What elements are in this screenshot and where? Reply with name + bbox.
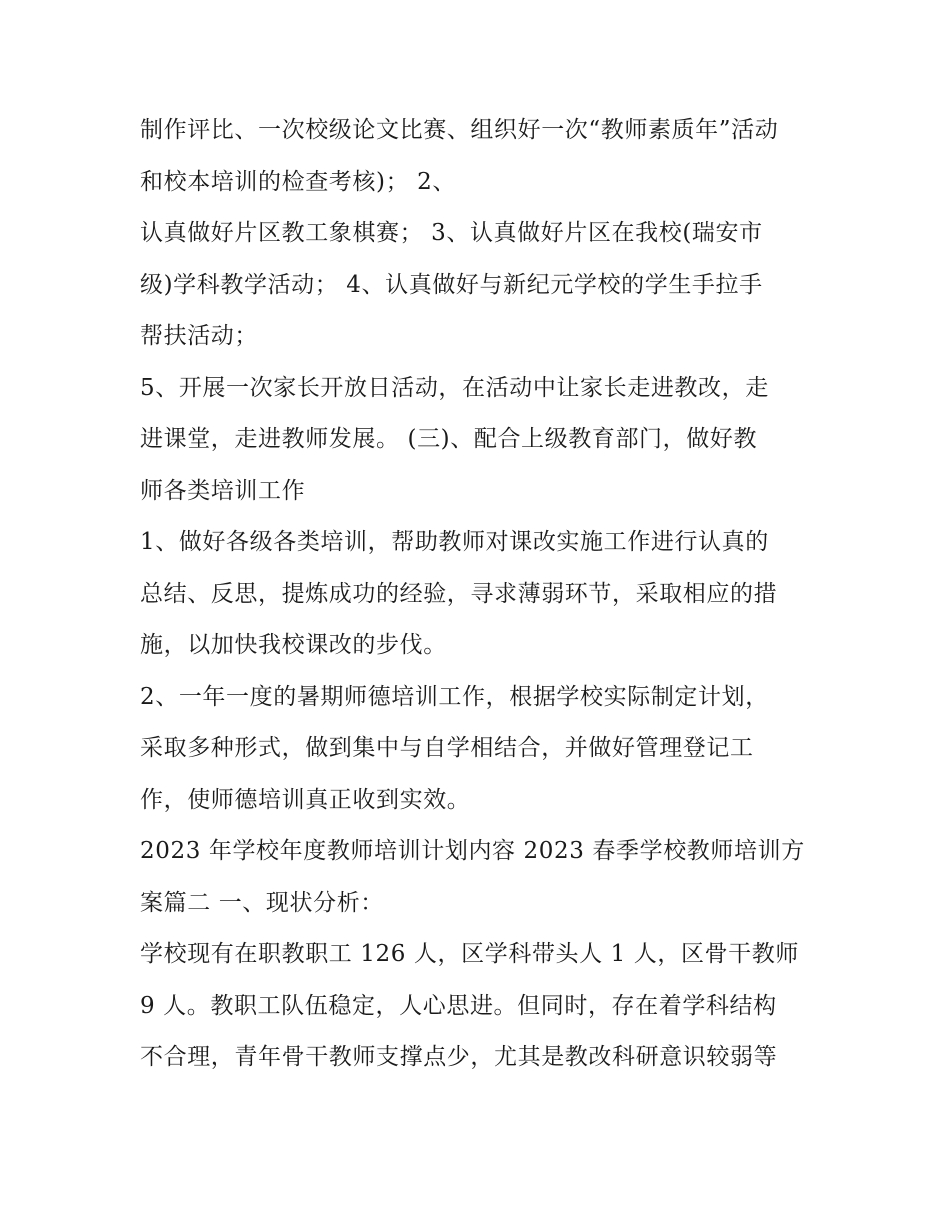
text-line: 5、开展一次家长开放日活动，在活动中让家长走进教改，走 [140,374,769,401]
text-line: 总结、反思，提炼成功的经验，寻求薄弱环节，采取相应的措 [140,580,778,607]
text-line: 作，使师德培训真正收到实效。 [140,786,471,813]
text-line: 不合理，青年骨干教师支撑点少，尤其是教改科研意识较弱等 [140,1044,778,1070]
text-line: 师各类培训工作 [140,477,306,504]
text-line: 案篇二 一、现状分析： [140,889,384,916]
text-line: 制作评比、一次校级论文比赛、组织好一次“教师素质年”活动 [140,117,779,143]
text-line: 学校现有在职教职工 126 人，区学科带头人 1 人，区骨干教师 [140,941,799,967]
text-line: 施，以加快我校课改的步伐。 [140,632,447,658]
document-body [140,105,830,1084]
text-line: 和校本培训的检查考核)； 2、 [140,168,456,195]
text-line: 认真做好片区教工象棋赛； 3、认真做好片区在我校(瑞安市 [140,220,763,246]
text-line: 1、做好各级各类培训，帮助教师对课改实施工作进行认真的 [140,529,769,555]
text-line: 2、一年一度的暑期师德培训工作，根据学校实际制定计划， [140,683,769,710]
text-line: 级)学科教学活动； 4、认真做好与新纪元学校的学生手拉手 [140,271,763,298]
text-line: 2023 年学校年度教师培训计划内容 2023 春季学校教师培训方 [140,838,805,864]
text-line: 进课堂，走进教师发展。 (三)、配合上级教育部门，做好教 [140,426,758,452]
text-line: 9 人。教职工队伍稳定，人心思进。但同时，存在着学科结构 [140,992,777,1019]
text-line: 帮扶活动； [140,323,258,349]
text-line: 采取多种形式，做到集中与自学相结合，并做好管理登记工 [140,735,754,761]
